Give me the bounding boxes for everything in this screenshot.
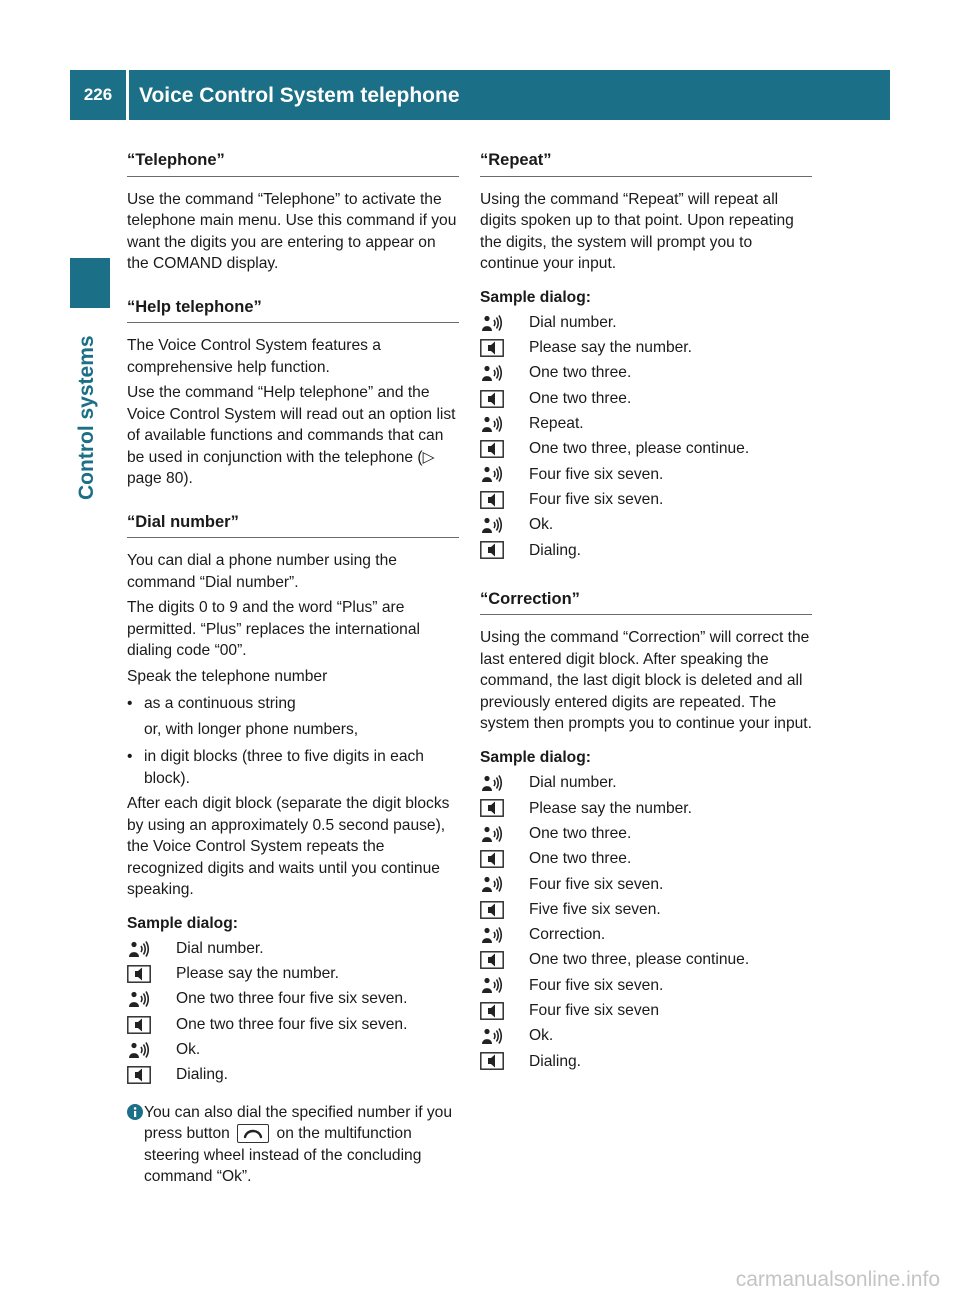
speaking-user-icon [480, 774, 504, 792]
sample-dialog-label: Sample dialog: [127, 914, 238, 932]
dialog-text: Please say the number. [529, 799, 692, 817]
system-speaker-icon [480, 1002, 504, 1020]
dialog-row [127, 1062, 459, 1087]
dial-text-1: You can dial a phone number using the command “Dial number”. [127, 552, 397, 591]
system-speaker-icon [127, 1016, 151, 1034]
speaking-user-icon [480, 516, 504, 534]
heading-dial-number: “Dial number” [127, 512, 459, 539]
sample-dialog-label: Sample dialog: [480, 748, 591, 766]
dialog-list [127, 936, 459, 1088]
speaking-user-icon [480, 976, 504, 994]
speaking-user-icon [480, 415, 504, 433]
dial-text-2: The digits 0 to 9 and the word “Plus” are permitted. “Plus” replaces the international dialing code “00”. [127, 599, 420, 659]
system-speaker-icon [480, 390, 504, 408]
dialog-row [480, 948, 812, 973]
dialog-row [480, 1023, 812, 1048]
dialog-row [480, 846, 812, 871]
dialog-text: Dial number. [529, 774, 617, 792]
dialog-text: One two three. [529, 824, 632, 842]
dialog-text: Ok. [529, 1027, 554, 1045]
dialog-text: One two three four five six seven. [176, 1015, 408, 1033]
note-text-start: You can also dial the specified number if you press button [144, 1103, 453, 1143]
dialog-text: Five five six seven. [529, 900, 661, 918]
dialog-text: One two three. [529, 364, 632, 382]
page-number: 226 [83, 85, 113, 104]
note-text-end: on the multifunction steering wheel instead of the concluding command “Ok”. [144, 1125, 422, 1186]
dialog-row [127, 936, 459, 961]
speaking-user-icon [480, 825, 504, 843]
dialog-row [480, 386, 812, 411]
dialog-row [480, 796, 812, 821]
system-speaker-icon [480, 951, 504, 969]
dialog-text: One two three. [529, 850, 632, 868]
heading-telephone: “Telephone” [127, 150, 459, 177]
dialog-text: Dial number. [529, 313, 617, 331]
speaking-user-icon [480, 314, 504, 332]
dialog-text: One two three, please continue. [529, 951, 750, 969]
heading-help-telephone: “Help telephone” [127, 297, 459, 324]
dialog-text: Four five six seven [529, 1002, 659, 1020]
section-tab [70, 258, 110, 308]
dialog-row [127, 1037, 459, 1062]
dialog-row [480, 361, 812, 386]
speaking-user-icon [127, 940, 151, 958]
dialog-text: Four five six seven. [529, 490, 664, 508]
dialog-text: Repeat. [529, 415, 584, 433]
dial-text-4: After each digit block (separate the digit blocks by using an approximately 0.5 second pause), the Voice Control System repeats the recognized digits and waits until you continue speaking. [127, 795, 450, 898]
header-divider [126, 70, 129, 120]
dialog-text: One two three, please continue. [529, 440, 750, 458]
heading-repeat: “Repeat” [480, 150, 812, 177]
bullet: • [127, 695, 133, 712]
left-column [127, 150, 459, 1188]
dialog-row [480, 436, 812, 461]
help-text-1: The Voice Control System features a comprehensive help function. [127, 337, 381, 376]
dialog-text: Dialing. [529, 541, 582, 559]
dialog-row [480, 335, 812, 360]
speaking-user-icon [480, 364, 504, 382]
dialog-text: Please say the number. [529, 339, 692, 357]
dialog-row [480, 512, 812, 537]
dialog-row [480, 922, 812, 947]
watermark: carmanualsonline.info [735, 1268, 940, 1291]
dialog-row [480, 998, 812, 1023]
dialog-row [480, 411, 812, 436]
dialog-text: Dialing. [529, 1052, 582, 1070]
system-speaker-icon [480, 440, 504, 458]
heading-correction: “Correction” [480, 589, 812, 616]
bullet-text: in digit blocks (three to five digits in each block). [144, 748, 424, 787]
system-speaker-icon [480, 901, 504, 919]
speaking-user-icon [127, 1041, 151, 1059]
dialog-text: Dial number. [176, 939, 264, 957]
dialog-row [480, 770, 812, 795]
system-speaker-icon [480, 541, 504, 559]
dialog-text: Correction. [529, 926, 606, 944]
list-item [127, 693, 459, 715]
dialog-text: Four five six seven. [529, 976, 664, 994]
telephone-text: Use the command “Telephone” to activate the telephone main menu. Use this command if you want the digits you are entering to appear on the COMAND display. [127, 190, 457, 272]
right-column [480, 150, 812, 1074]
dialog-row [480, 538, 812, 563]
correction-text: Using the command “Correction” will correct the last entered digit block. After speaking the command, the last digit block is deleted and all previously entered digits are repeated. The system then prompts you to continue your input. [480, 629, 812, 733]
sidebar-label: Control systems [75, 335, 98, 500]
info-icon [127, 1104, 143, 1120]
dialog-text: One two three. [529, 389, 632, 407]
dialog-row [480, 872, 812, 897]
system-speaker-icon [127, 1066, 151, 1084]
dialog-row [480, 821, 812, 846]
dialog-row [480, 1049, 812, 1074]
info-note [127, 1102, 459, 1188]
help-text-2: Use the command “Help telephone” and the Voice Control System will read out an option list of available functions and commands that can be used in conjunction with the telephone (▷ page 80). [127, 384, 456, 487]
bullet-text: as a continuous string [144, 695, 296, 712]
system-speaker-icon [480, 850, 504, 868]
dialog-row [480, 973, 812, 998]
dialog-row [480, 487, 812, 512]
dialog-list [480, 310, 812, 563]
dialog-row [480, 462, 812, 487]
dialog-text: Please say the number. [176, 965, 339, 983]
phone-button-icon [237, 1124, 269, 1143]
dial-text-3: Speak the telephone number [127, 667, 328, 685]
speaking-user-icon [480, 1027, 504, 1045]
list-item [127, 746, 459, 789]
repeat-text: Using the command “Repeat” will repeat all digits spoken up to that point. Upon repeating the digits, the system will prompt you to continue your input. [480, 190, 794, 272]
dialog-row [127, 961, 459, 986]
dialog-row [480, 897, 812, 922]
dialog-text: Ok. [529, 516, 554, 534]
dialog-text: Four five six seven. [529, 875, 664, 893]
system-speaker-icon [480, 799, 504, 817]
speaking-user-icon [127, 990, 151, 1008]
bullet: • [127, 748, 133, 765]
dialog-text: Four five six seven. [529, 465, 664, 483]
system-speaker-icon [480, 1052, 504, 1070]
speaking-user-icon [480, 465, 504, 483]
speaking-user-icon [480, 926, 504, 944]
bullet-continuation: or, with longer phone numbers, [144, 720, 359, 738]
dialog-row [127, 1012, 459, 1037]
sample-dialog-label: Sample dialog: [480, 288, 591, 306]
speaking-user-icon [480, 875, 504, 893]
system-speaker-icon [480, 491, 504, 509]
dialog-text: Dialing. [176, 1066, 229, 1084]
dialog-row [480, 310, 812, 335]
system-speaker-icon [480, 339, 504, 357]
dialog-list [480, 770, 812, 1074]
dialog-text: One two three four five six seven. [176, 990, 408, 1008]
system-speaker-icon [127, 965, 151, 983]
dialog-row [127, 987, 459, 1012]
page-title: Voice Control System telephone [139, 84, 460, 107]
dialog-text: Ok. [176, 1041, 201, 1059]
